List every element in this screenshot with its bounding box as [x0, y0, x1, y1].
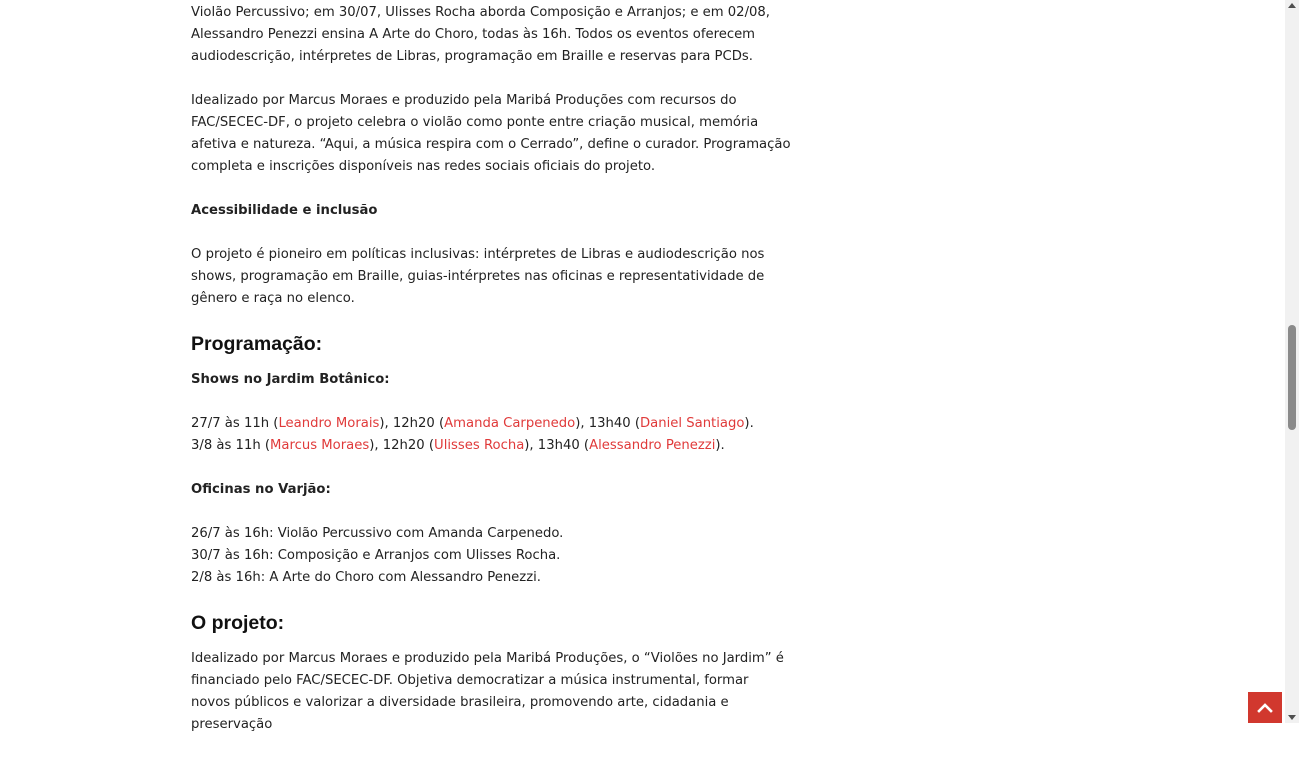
paragraph-accessibility: O projeto é pioneiro em políticas inclusivas: intérpretes de Libras e audiodescrição nos shows, programação em Braille, guias-intérpretes nas oficinas e representatividade de gênero e raça no elenco.	[191, 247, 765, 306]
scroll-up-arrow-icon[interactable]	[1288, 3, 1296, 8]
projeto-heading: O projeto:	[191, 612, 285, 634]
oficina-line: 26/7 às 16h: Violão Percussivo com Amanda Carpenedo.	[191, 526, 564, 541]
oficinas-heading: Oficinas no Varjão:	[191, 482, 331, 497]
accessibility-heading: Acessibilidade e inclusão	[191, 203, 378, 218]
artist-link-daniel-santiago[interactable]: Daniel Santiago	[640, 416, 745, 431]
scrollbar-thumb[interactable]	[1288, 325, 1296, 430]
paragraph-idealization: Idealizado por Marcus Moraes e produzido pela Maribá Produções com recursos do FAC/SECEC-DF, o projeto celebra o violão como ponte entre criação musical, memória afetiva e natureza. “Aqui, a música respira com o Cerrado”, define o curador. Programação completa e inscrições disponíveis nas redes sociais oficiais do projeto.	[191, 93, 791, 174]
artist-link-ulisses-rocha[interactable]: Ulisses Rocha	[434, 438, 525, 453]
show-line: 27/7 às 11h (Leandro Morais), 12h20 (Amanda Carpenedo), 13h40 (Daniel Santiago).	[191, 416, 754, 431]
artist-link-leandro-morais[interactable]: Leandro Morais	[278, 416, 380, 431]
chevron-up-icon	[1257, 703, 1273, 713]
artist-link-amanda-carpenedo[interactable]: Amanda Carpenedo	[444, 416, 576, 431]
programacao-heading: Programação:	[191, 333, 323, 355]
shows-heading: Shows no Jardim Botânico:	[191, 372, 390, 387]
show-line: 3/8 às 11h (Marcus Moraes), 12h20 (Ulisses Rocha), 13h40 (Alessandro Penezzi).	[191, 438, 725, 453]
artist-link-alessandro-penezzi[interactable]: Alessandro Penezzi	[589, 438, 716, 453]
paragraph-project: Idealizado por Marcus Moraes e produzido pela Maribá Produções, o “Violões no Jardim” é financiado pelo FAC/SECEC-DF. Objetiva democratizar a música instrumental, formar novos públicos e valorizar a diversidade brasileira, promovendo arte, cidadania e preservação	[191, 651, 784, 732]
back-to-top-button[interactable]	[1248, 692, 1282, 723]
oficina-line: 2/8 às 16h: A Arte do Choro com Alessandro Penezzi.	[191, 570, 541, 585]
paragraph-events: Violão Percussivo; em 30/07, Ulisses Rocha aborda Composição e Arranjos; e em 02/08, Alessandro Penezzi ensina A Arte do Choro, todas às 16h. Todos os eventos oferecem audiodescrição, intérpretes de Libras, programação em Braille e reservas para PCDs.	[191, 5, 770, 64]
article-body	[191, 2, 791, 758]
oficina-line: 30/7 às 16h: Composição e Arranjos com Ulisses Rocha.	[191, 548, 561, 563]
scroll-down-arrow-icon[interactable]	[1288, 715, 1296, 720]
page-scrollbar[interactable]	[1285, 0, 1299, 723]
artist-link-marcus-moraes[interactable]: Marcus Moraes	[270, 438, 370, 453]
